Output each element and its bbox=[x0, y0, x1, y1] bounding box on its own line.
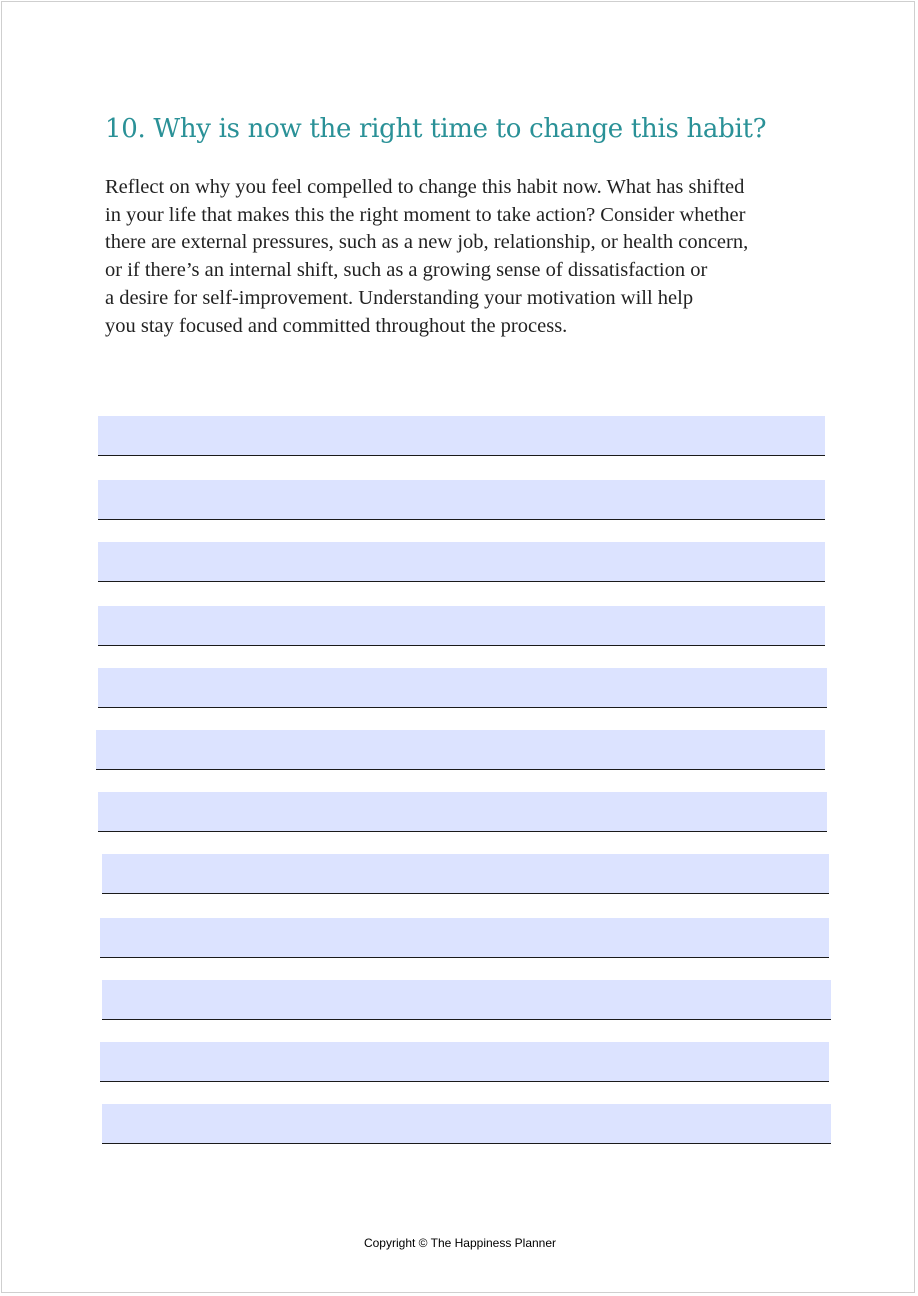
answer-field[interactable] bbox=[102, 980, 831, 1020]
answer-field[interactable] bbox=[98, 416, 825, 456]
question-prompt bbox=[105, 174, 748, 340]
prompt-line: a desire for self-improvement. Understanding your motivation will help bbox=[105, 286, 694, 309]
answer-field[interactable] bbox=[102, 1104, 831, 1144]
prompt-line: in your life that makes this the right moment to take action? Consider whether bbox=[105, 203, 746, 226]
answer-field[interactable] bbox=[102, 854, 829, 894]
answer-field[interactable] bbox=[100, 918, 829, 958]
answer-field[interactable] bbox=[100, 1042, 829, 1082]
answer-field[interactable] bbox=[98, 792, 827, 832]
answer-field[interactable] bbox=[96, 730, 825, 770]
answer-field[interactable] bbox=[98, 606, 825, 646]
prompt-line: or if there’s an internal shift, such as a growing sense of dissatisfaction or bbox=[105, 259, 708, 282]
answer-field[interactable] bbox=[98, 480, 825, 520]
prompt-line: there are external pressures, such as a new job, relationship, or health concern, bbox=[105, 231, 749, 254]
prompt-line: Reflect on why you feel compelled to change this habit now. What has shifted bbox=[105, 176, 745, 198]
answer-field[interactable] bbox=[98, 668, 827, 708]
prompt-line: you stay focused and committed throughout the process. bbox=[105, 314, 568, 337]
copyright-footer: Copyright © The Happiness Planner bbox=[363, 1236, 557, 1250]
question-heading: 10. Why is now the right time to change this habit? bbox=[105, 114, 767, 144]
worksheet-page bbox=[1, 1, 915, 1293]
answer-field[interactable] bbox=[98, 542, 825, 582]
